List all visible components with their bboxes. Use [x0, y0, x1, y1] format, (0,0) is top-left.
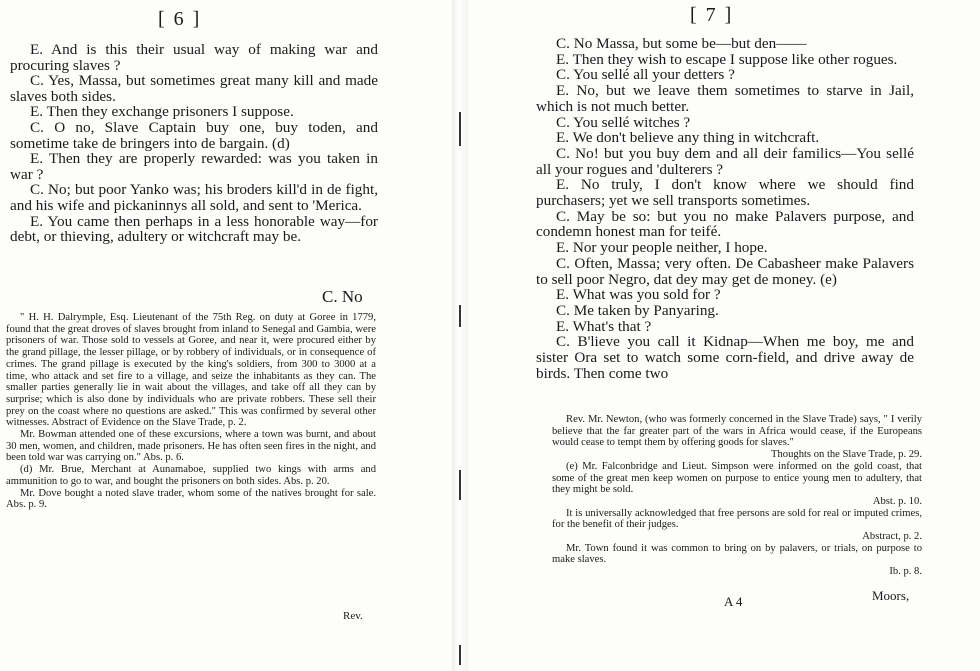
footnote: It is universally acknowledged that free persons are sold for real or imputed crimes, for the benefit of their judges. [552, 507, 922, 531]
dialogue-line: C. O no, Slave Captain buy one, buy toden, and sometime take de bringers into de bargain. (d) [10, 118, 378, 152]
footnote-reference: Abst. p. 10. [872, 495, 922, 507]
page-number-left: [ 6 ] [158, 8, 202, 30]
dialogue-line: E. Nor your people neither, I hope. [556, 239, 768, 257]
footnote: Mr. Dove bought a noted slave trader, whom some of the natives brought for sale. Abs. p. 9. [6, 487, 376, 511]
dialogue-line: E. You came then perhaps in a less honorable way—for debt, or thieving, adultery or witchcraft may be. [10, 212, 378, 246]
footnote: (d) Mr. Brue, Merchant at Aunamaboe, supplied two kings with arms and ammunition to go to war, and bought the prisoners on both sides. Abs. p. 20. [6, 464, 376, 487]
dialogue-line: C. You sellé witches ? [556, 113, 691, 131]
left-footnotes [6, 312, 376, 511]
binding-mark [459, 305, 461, 327]
dialogue-line: E. Then they are properly rewarded: was you taken in war ? [10, 150, 378, 183]
dialogue-line: C. Yes, Massa, but sometimes great many kill and made slaves both sides. [10, 72, 378, 105]
right-dialogue [536, 36, 914, 381]
dialogue-line: C. No! but you buy dem and all deir familics—You sellé all your rogues and 'dulterers ? [536, 144, 914, 178]
dialogue-line: E. We don't believe any thing in witchcraft. [556, 129, 820, 147]
right-page [468, 0, 980, 671]
dialogue-line: C. B'lieve you call it Kidnap—When me boy, me and sister Ora set to watch some corn-field, and drive away de birds. Then come two [536, 333, 914, 382]
dialogue-line: E. What's that ? [556, 317, 652, 335]
signature-mark: A 4 [724, 594, 743, 609]
dialogue-line: E. Then they exchange prisoners I suppose. [30, 103, 294, 121]
page-number-right: [ 7 ] [690, 4, 734, 26]
footnote-reference: Ib. p. 8. [889, 566, 922, 578]
right-footnotes [552, 414, 922, 578]
book-gutter [452, 0, 468, 671]
footnote: Mr. Bowman attended one of these excursions, where a town was burnt, and about 30 men, women, and children, made prisoners. He has often seen fires in the night, and been told war was carrying on." Abs. p. 6. [6, 429, 376, 464]
left-page [0, 0, 452, 671]
dialogue-line: C. May be so: but you no make Palavers purpose, and condemn honest man for teifé. [536, 207, 914, 241]
left-dialogue [10, 42, 378, 245]
catchword-right: Moors, [872, 588, 910, 603]
binding-mark [459, 112, 461, 146]
footnote-reference: Thoughts on the Slave Trade, p. 29. [771, 449, 922, 461]
footnote: Mr. Town found it was common to bring on by palavers, or trials, on purpose to make slaves. [552, 542, 922, 566]
dialogue-line: C. No; but poor Yanko was; his broders kill'd in de fight, and his wife and pickaninnys all sold, and sent to 'Merica. [10, 181, 378, 214]
footer-catchword-left: Rev. [343, 610, 363, 622]
dialogue-line: C. No Massa, but some be—but den—— [556, 35, 807, 52]
dialogue-line: E. What was you sold for ? [556, 286, 721, 304]
binding-mark [459, 470, 461, 500]
binding-mark [459, 645, 461, 665]
dialogue-line: E. And is this their usual way of making war and procuring slaves ? [10, 41, 378, 74]
catchword-left: C. No [322, 287, 363, 306]
dialogue-line: C. Me taken by Panyaring. [556, 301, 719, 319]
dialogue-line: E. No, but we leave them sometimes to starve in Jail, which is not much better. [536, 82, 914, 115]
footnote-reference: Abstract, p. 2. [862, 531, 922, 543]
dialogue-line: E. No truly, I don't know where we should find purchasers; yet we sell transports sometimes. [536, 176, 914, 210]
dialogue-line: C. Often, Massa; very often. De Cabasheer make Palavers to sell poor Negro, dat dey may get de money. (e) [536, 254, 914, 288]
dialogue-line: C. You sellé all your detters ? [556, 66, 735, 84]
footnote: Rev. Mr. Newton, (who was formerly concerned in the Slave Trade) says, " I verily believe that the far greater part of the wars in Africa would cease, if the Europeans would cease to tempt them by offering goods for slaves." [552, 414, 922, 449]
dialogue-line: E. Then they wish to escape I suppose like other rogues. [556, 50, 898, 68]
footnote: " H. H. Dalrymple, Esq. Lieutenant of the 75th Reg. on duty at Goree in 1779, found that the great droves of slaves brought from inland to Senegal and Gambia, were prisoners of war. Those sold to vessels at Goree, and near it, were procured either by the grand pillage, the lesser pillage, or by robbery of individuals, or in consequence of crimes. The grand pillage is executed by the king's soldiers, from 300 to 3000 at a time, who attack and set fire to a village, and seize the inhabitants as they can. The smaller parties generally lie in wait about the villages, and take off all they can by surprise; which is also done by individuals who are private robbers. These sell their prey on the coast where no questions are asked." This was confirmed by several other witnesses. Abstract of Evidence on the Slave Trade, p. 2. [6, 312, 376, 429]
footnote: (e) Mr. Falconbridge and Lieut. Simpson were informed on the gold coast, that some of the great men keep women on purpose to entice young men to adultery, that they might be sold. [552, 460, 922, 496]
